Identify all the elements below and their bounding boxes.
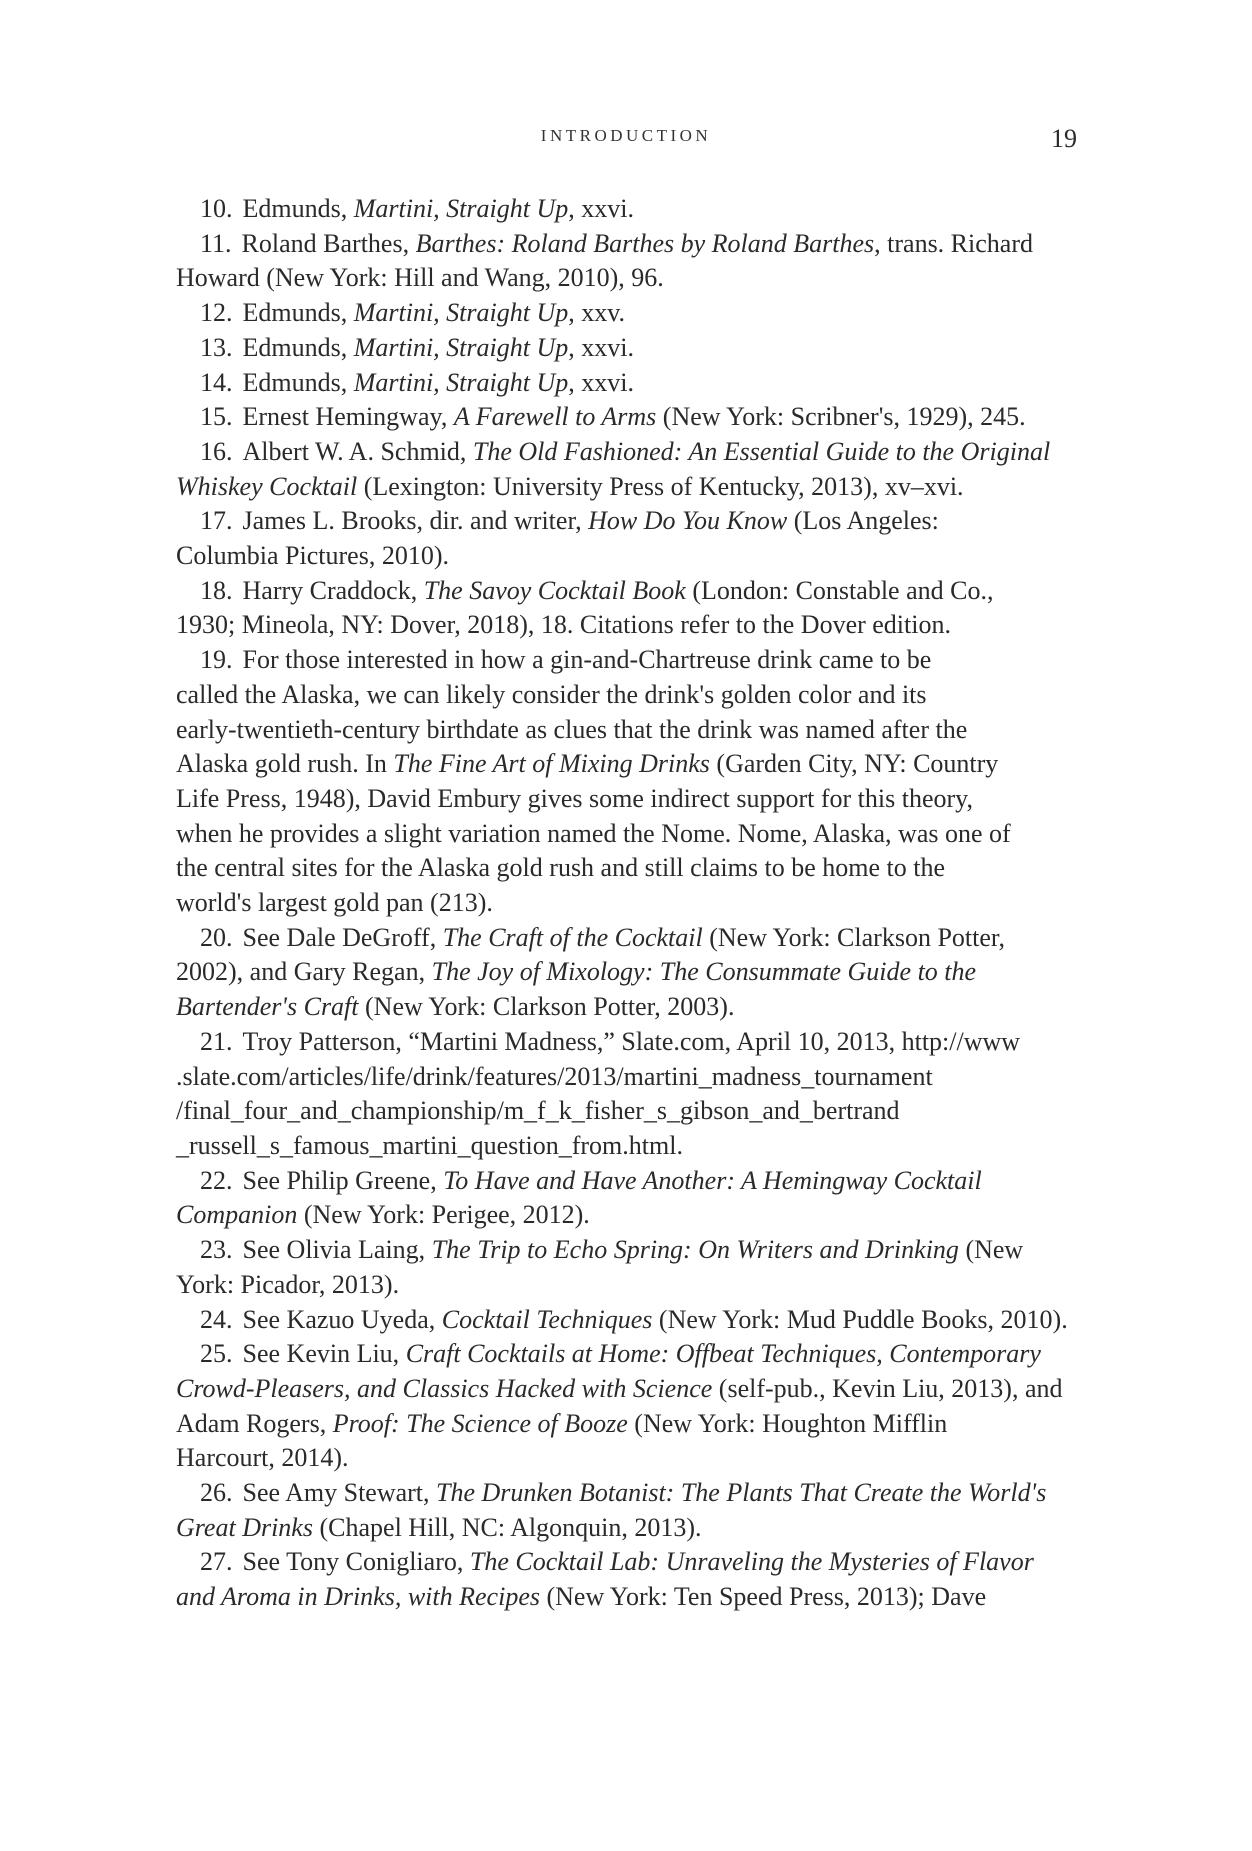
endnote-text: (Los Angeles: bbox=[787, 506, 939, 536]
endnote-line bbox=[176, 261, 1076, 296]
endnote bbox=[176, 1233, 1076, 1302]
endnote-number: 27. bbox=[200, 1547, 233, 1577]
endnote-title-text: Martini, Straight Up bbox=[353, 194, 569, 223]
endnote-text: when he provides a slight variation named the Nome. Nome, Alaska, was one of bbox=[176, 818, 1011, 848]
endnote-text: See Amy Stewart, bbox=[242, 1478, 437, 1508]
endnote-text: (New York: Mud Puddle Books, 2010). bbox=[652, 1304, 1068, 1334]
endnote-line bbox=[176, 1476, 1076, 1511]
endnote-line bbox=[176, 643, 1076, 678]
endnote bbox=[176, 1025, 1076, 1164]
endnote-title-text: Martini, Straight Up bbox=[353, 298, 569, 328]
endnote-text: See Dale DeGroff, bbox=[242, 922, 443, 952]
endnote-number: 19. bbox=[200, 645, 233, 675]
endnote-title-text: Companion bbox=[176, 1200, 298, 1230]
endnote-title-text: Martini, Straight Up bbox=[353, 332, 569, 362]
endnote-text: Harry Craddock, bbox=[242, 575, 424, 605]
endnote-number: 17. bbox=[200, 506, 233, 536]
endnote-title-text: Proof: The Science of Booze bbox=[332, 1408, 628, 1438]
endnote-text: (self-pub., Kevin Liu, 2013), and bbox=[712, 1373, 1063, 1403]
endnote-title-text: and Aroma in Drinks, with Recipes bbox=[176, 1582, 540, 1612]
endnote-text: (Chapel Hill, NC: Algonquin, 2013). bbox=[312, 1512, 702, 1542]
endnote-line bbox=[176, 504, 1076, 539]
endnote-text: , xxvi. bbox=[568, 367, 634, 397]
endnote-text: , trans. Richard bbox=[874, 228, 1033, 258]
endnote-line bbox=[176, 1372, 1076, 1407]
endnote-number: 20. bbox=[200, 922, 233, 952]
endnote-title-text: The Savoy Cocktail Book bbox=[423, 575, 686, 605]
endnote-text: Edmunds, bbox=[242, 194, 354, 223]
endnote-text: James L. Brooks, dir. and writer, bbox=[242, 506, 589, 536]
endnote-line bbox=[176, 817, 1076, 852]
endnote-title-text: How Do You Know bbox=[588, 506, 788, 536]
endnote-number: 25. bbox=[200, 1339, 233, 1369]
endnote bbox=[176, 435, 1076, 504]
endnote bbox=[176, 331, 1076, 366]
endnote-text: (New York: Perigee, 2012). bbox=[297, 1200, 590, 1230]
endnote-line bbox=[176, 1198, 1076, 1233]
endnote bbox=[176, 1164, 1076, 1233]
endnote-text: See Philip Greene, bbox=[242, 1165, 444, 1195]
endnote-text: Life Press, 1948), David Embury gives some indirect support for this theory, bbox=[176, 783, 973, 813]
endnote-line bbox=[176, 1441, 1076, 1476]
endnote-line bbox=[176, 713, 1076, 748]
endnote-text: (Lexington: University Press of Kentucky, 2013), xv–xvi. bbox=[357, 471, 964, 501]
endnote-text: , xxv. bbox=[568, 298, 626, 328]
endnote bbox=[176, 504, 1076, 573]
endnote-text: Howard (New York: Hill and Wang, 2010), 96. bbox=[176, 263, 664, 293]
endnote-number: 26. bbox=[200, 1478, 233, 1508]
endnote-title-text: The Craft of the Cocktail bbox=[442, 922, 703, 952]
endnote-line bbox=[176, 1407, 1076, 1442]
running-head bbox=[0, 126, 1252, 156]
endnote-text: Edmunds, bbox=[242, 298, 354, 328]
endnote-line bbox=[176, 1580, 1076, 1615]
endnote-text: For those interested in how a gin-and-Chartreuse drink came to be bbox=[242, 645, 932, 675]
page-number: 19 bbox=[1051, 124, 1077, 153]
endnote-title-text: To Have and Have Another: A Hemingway Cocktail bbox=[443, 1165, 982, 1195]
endnote-text: (Garden City, NY: Country bbox=[709, 749, 999, 779]
endnote-line bbox=[176, 1060, 1076, 1095]
endnote-line bbox=[176, 1164, 1076, 1199]
running-title: INTRODUCTION bbox=[540, 126, 712, 145]
endnote-line bbox=[176, 1025, 1076, 1060]
endnote-text: , xxvi. bbox=[568, 194, 634, 223]
endnote-text: (London: Constable and Co., bbox=[685, 575, 994, 605]
endnote-text: See Tony Conigliaro, bbox=[242, 1547, 470, 1577]
endnote-line bbox=[176, 608, 1076, 643]
endnote-line bbox=[176, 886, 1076, 921]
endnote-line bbox=[176, 1268, 1076, 1303]
endnote-title-text: Bartender's Craft bbox=[176, 992, 359, 1022]
endnote-number: 15. bbox=[200, 402, 233, 432]
endnote-line bbox=[176, 574, 1076, 609]
endnote-title-text: Cocktail Techniques bbox=[441, 1304, 653, 1334]
endnote bbox=[176, 643, 1076, 921]
endnote-text: See Kevin Liu, bbox=[242, 1339, 406, 1369]
endnote-text: called the Alaska, we can likely consider the drink's golden color and its bbox=[176, 679, 927, 709]
endnote-line bbox=[176, 1511, 1076, 1546]
endnote-title-text: The Drunken Botanist: The Plants That Create the World's bbox=[436, 1478, 1047, 1508]
endnote-line bbox=[176, 1094, 1076, 1129]
endnote-text: 2002), and Gary Regan, bbox=[176, 957, 432, 987]
endnote-line bbox=[176, 1545, 1076, 1580]
endnote-number: 14. bbox=[200, 367, 233, 397]
endnote bbox=[176, 574, 1076, 643]
endnote-line bbox=[176, 470, 1076, 505]
endnote-text: Adam Rogers, bbox=[176, 1408, 333, 1438]
endnote-line bbox=[176, 400, 1076, 435]
endnote-line bbox=[176, 435, 1076, 470]
endnote bbox=[176, 1337, 1076, 1476]
endnote-title-text: The Joy of Mixology: The Consummate Guide to the bbox=[431, 957, 977, 987]
endnote-text: (New York: Clarkson Potter, bbox=[702, 922, 1006, 952]
endnote-text: (New bbox=[958, 1235, 1024, 1265]
endnote bbox=[176, 366, 1076, 401]
endnote-text: .slate.com/articles/life/drink/features/2013/martini_madness_tournament bbox=[176, 1061, 933, 1091]
endnote-line bbox=[176, 1303, 1076, 1338]
endnote-number: 12. bbox=[200, 298, 233, 328]
endnote-title-text: Craft Cocktails at Home: Offbeat Techniques, Contemporary bbox=[405, 1339, 1041, 1369]
endnote-number: 23. bbox=[200, 1235, 233, 1265]
endnote-text: Troy Patterson, “Martini Madness,” Slate.com, April 10, 2013, http://www bbox=[242, 1026, 1021, 1056]
endnote-title-text: The Fine Art of Mixing Drinks bbox=[393, 749, 710, 779]
endnote-text: world's largest gold pan (213). bbox=[176, 888, 493, 918]
endnote bbox=[176, 1545, 1076, 1614]
endnote-title-text: Whiskey Cocktail bbox=[176, 471, 358, 501]
endnote-title-text: Crowd-Pleasers, and Classics Hacked with Science bbox=[176, 1373, 713, 1403]
endnote-text: Ernest Hemingway, bbox=[242, 402, 454, 432]
endnote bbox=[176, 921, 1076, 1025]
endnote-number: 11. bbox=[200, 228, 232, 258]
endnote-text: (New York: Ten Speed Press, 2013); Dave bbox=[539, 1582, 987, 1612]
endnote-text: Alaska gold rush. In bbox=[176, 749, 394, 779]
endnote-text: Edmunds, bbox=[242, 367, 354, 397]
endnote-text: See Kazuo Uyeda, bbox=[242, 1304, 442, 1334]
endnote-line bbox=[176, 539, 1076, 574]
endnote bbox=[176, 296, 1076, 331]
endnote bbox=[176, 400, 1076, 435]
endnote-line bbox=[176, 227, 1076, 262]
endnote-number: 21. bbox=[200, 1026, 233, 1056]
endnote-text: York: Picador, 2013). bbox=[176, 1269, 400, 1299]
endnote-number: 22. bbox=[200, 1165, 233, 1195]
endnote-text: 1930; Mineola, NY: Dover, 2018), 18. Citations refer to the Dover edition. bbox=[176, 610, 951, 640]
endnote-line bbox=[176, 192, 1076, 227]
endnote-line bbox=[176, 296, 1076, 331]
endnote-text: early-twentieth-century birthdate as clues that the drink was named after the bbox=[176, 714, 968, 744]
endnote-text: Albert W. A. Schmid, bbox=[242, 436, 473, 466]
endnote-line bbox=[176, 1337, 1076, 1372]
endnote-line bbox=[176, 782, 1076, 817]
endnote-text: Columbia Pictures, 2010). bbox=[176, 541, 449, 571]
endnote-line bbox=[176, 1129, 1076, 1164]
endnote-number: 10. bbox=[200, 194, 233, 223]
endnote-text: , xxvi. bbox=[568, 332, 634, 362]
endnote-number: 13. bbox=[200, 332, 233, 362]
endnote-title-text: The Trip to Echo Spring: On Writers and Drinking bbox=[431, 1235, 959, 1265]
endnote-line bbox=[176, 331, 1076, 366]
endnote-text: Roland Barthes, bbox=[241, 228, 416, 258]
endnote-title-text: A Farewell to Arms bbox=[453, 402, 657, 432]
endnote-text: _russell_s_famous_martini_question_from.html. bbox=[176, 1130, 683, 1160]
endnote bbox=[176, 227, 1076, 296]
endnote-title-text: Great Drinks bbox=[176, 1512, 313, 1542]
endnote-text: (New York: Clarkson Potter, 2003). bbox=[358, 992, 735, 1022]
endnote-line bbox=[176, 747, 1076, 782]
endnote-text: Edmunds, bbox=[242, 332, 354, 362]
endnote-title-text: The Cocktail Lab: Unraveling the Mysteries of Flavor bbox=[469, 1547, 1034, 1577]
endnote-line bbox=[176, 990, 1076, 1025]
endnote-number: 24. bbox=[200, 1304, 233, 1334]
endnote-text: /final_four_and_championship/m_f_k_fisher_s_gibson_and_bertrand bbox=[176, 1096, 900, 1126]
endnote-text: (New York: Houghton Mifflin bbox=[627, 1408, 948, 1438]
endnote-line bbox=[176, 955, 1076, 990]
endnote-text: Harcourt, 2014). bbox=[176, 1443, 349, 1473]
endnote-text: See Olivia Laing, bbox=[242, 1235, 432, 1265]
endnote bbox=[176, 1303, 1076, 1338]
endnote-title-text: Barthes: Roland Barthes by Roland Barthes bbox=[415, 228, 875, 258]
endnote-number: 16. bbox=[200, 436, 233, 466]
endnote-title-text: Martini, Straight Up bbox=[353, 367, 569, 397]
endnote-line bbox=[176, 1233, 1076, 1268]
endnote-line bbox=[176, 678, 1076, 713]
endnote-number: 18. bbox=[200, 575, 233, 605]
endnote-line bbox=[176, 366, 1076, 401]
endnote-text: (New York: Scribner's, 1929), 245. bbox=[656, 402, 1026, 432]
endnote-text: the central sites for the Alaska gold rush and still claims to be home to the bbox=[176, 853, 945, 883]
endnote-line bbox=[176, 921, 1076, 956]
endnotes-list bbox=[176, 192, 1076, 1615]
endnote bbox=[176, 192, 1076, 227]
endnote-line bbox=[176, 851, 1076, 886]
endnote-title-text: The Old Fashioned: An Essential Guide to the Original bbox=[472, 436, 1051, 466]
endnote bbox=[176, 1476, 1076, 1545]
